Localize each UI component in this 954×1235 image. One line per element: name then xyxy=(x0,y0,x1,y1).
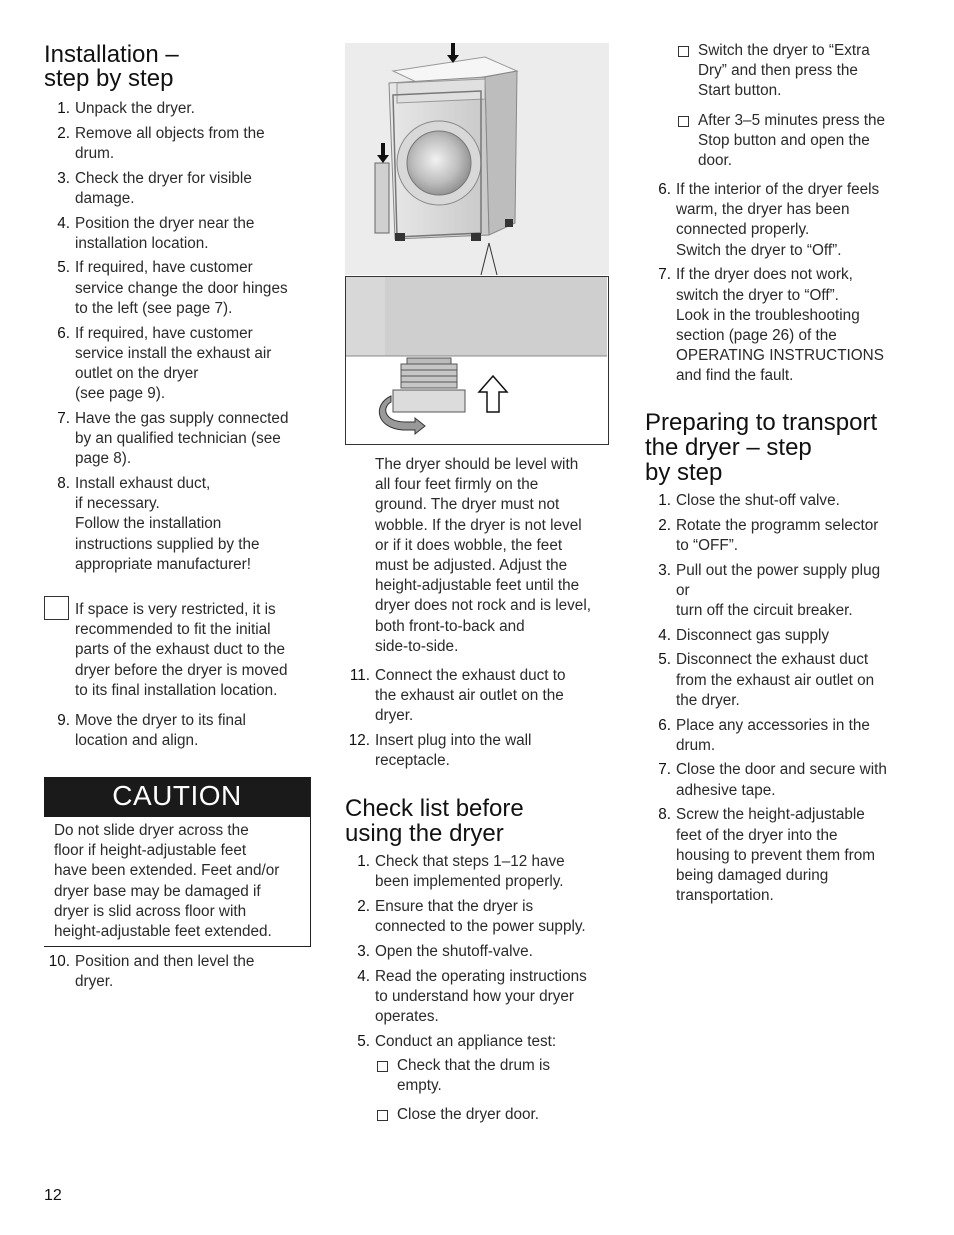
step-text: Disconnect the exhaust duct xyxy=(676,651,869,669)
note-text: dryer before the dryer is moved xyxy=(75,661,288,679)
title-line: Check list before xyxy=(345,795,524,822)
list-item xyxy=(44,474,314,575)
step-text: Close the door and secure with xyxy=(676,761,887,779)
step-text: Place any accessories in the xyxy=(676,716,870,734)
step-text: If required, have customer xyxy=(75,324,253,342)
step-number: 8. xyxy=(658,806,671,824)
step-text: been implemented properly. xyxy=(375,873,564,891)
step-number: 10. xyxy=(48,953,70,970)
title-line: using the dryer xyxy=(345,820,504,847)
item-text: Dry” and then press the xyxy=(698,62,858,80)
step-text: or xyxy=(676,581,690,599)
dryer-illustration xyxy=(345,43,609,275)
level-instructions xyxy=(375,455,615,657)
step-text: switch the dryer to “Off”. xyxy=(676,286,839,304)
list-item xyxy=(645,180,915,261)
checklist-item xyxy=(376,1105,616,1125)
list-item xyxy=(344,967,619,1028)
step-text: Screw the height-adjustable xyxy=(676,806,865,824)
step-text: adhesive tape. xyxy=(676,781,776,799)
paragraph-line: both front-to-back and xyxy=(375,617,525,635)
step-number: 1. xyxy=(357,853,370,870)
step-number: 11. xyxy=(349,667,370,684)
step-text: by an qualified technician (see xyxy=(75,430,281,448)
item-text: Start button. xyxy=(698,82,782,100)
caution-box xyxy=(44,777,311,947)
step-text: Position and then level the xyxy=(75,953,255,970)
list-item xyxy=(645,650,920,711)
list-item xyxy=(344,852,619,892)
step-number: 6. xyxy=(658,716,671,734)
step-text: installation location. xyxy=(75,234,209,252)
step-text: to “OFF”. xyxy=(676,536,739,554)
note-text: recommended to fit the initial xyxy=(75,621,271,639)
installation-step-10 xyxy=(44,952,314,997)
step-text: If the dryer does not work, xyxy=(676,266,853,284)
list-item xyxy=(44,409,314,470)
step-text: receptacle. xyxy=(375,752,450,770)
page-number: 12 xyxy=(44,1187,62,1204)
list-item xyxy=(645,491,920,511)
step-text: If the interior of the dryer feels xyxy=(676,181,880,198)
section-title-installation xyxy=(44,43,314,91)
step-number: 7. xyxy=(658,266,671,284)
step-text: drum. xyxy=(75,144,115,162)
step-number: 3. xyxy=(57,169,70,187)
checklist-item xyxy=(677,41,917,102)
checkbox-icon xyxy=(377,1110,388,1121)
installation-note xyxy=(75,600,315,701)
step-text: Unpack the dryer. xyxy=(75,100,195,117)
installation-steps-continued xyxy=(344,666,614,776)
title-line: Installation – xyxy=(44,41,179,68)
transport-steps xyxy=(645,491,920,911)
checkbox-icon xyxy=(678,46,689,57)
checklist-steps-continued xyxy=(645,180,915,391)
list-item xyxy=(44,124,314,164)
step-text: Install exhaust duct, xyxy=(75,474,211,492)
step-number: 1. xyxy=(658,492,671,509)
paragraph-line: The dryer should be level with xyxy=(375,456,579,473)
paragraph-line: or if it does wobble, the feet xyxy=(375,536,563,554)
step-text: transportation. xyxy=(676,887,774,905)
step-text: appropriate manufacturer! xyxy=(75,555,252,573)
step-text: drum. xyxy=(676,736,716,754)
appliance-test-items-continued xyxy=(677,41,917,171)
list-item xyxy=(44,258,314,319)
step-text: Follow the installation xyxy=(75,515,222,533)
step-number: 12. xyxy=(348,732,370,750)
installation-steps xyxy=(44,99,314,575)
step-text: connected properly. xyxy=(676,221,810,239)
item-text: Switch the dryer to “Extra xyxy=(698,42,870,59)
step-number: 1. xyxy=(57,100,70,117)
item-text: Stop button and open the xyxy=(698,131,870,149)
step-number: 3. xyxy=(658,561,671,579)
checklist-item xyxy=(677,111,917,172)
step-text: and find the fault. xyxy=(676,367,794,385)
checkbox-icon xyxy=(678,116,689,127)
step-number: 2. xyxy=(357,897,370,915)
caution-title: CAUTION xyxy=(112,780,242,811)
item-text: door. xyxy=(698,152,733,170)
step-number: 9. xyxy=(57,712,70,729)
step-text: Read the operating instructions xyxy=(375,967,587,985)
list-item xyxy=(645,626,920,646)
step-number: 7. xyxy=(57,409,70,427)
list-item xyxy=(344,1032,619,1052)
caution-line: dryer base may be damaged if xyxy=(54,882,261,900)
step-number: 4. xyxy=(57,214,70,232)
step-text: Close the shut-off valve. xyxy=(676,492,840,509)
list-item xyxy=(344,942,619,962)
checklist-item xyxy=(376,1056,616,1096)
paragraph-line: wobble. If the dryer is not level xyxy=(375,516,582,534)
list-item xyxy=(645,516,920,556)
list-item xyxy=(645,265,915,386)
step-text: Have the gas supply connected xyxy=(75,409,289,427)
step-text: if necessary. xyxy=(75,495,160,513)
appliance-test-items xyxy=(376,1056,616,1126)
paragraph-line: ground. The dryer must not xyxy=(375,496,560,514)
caution-line: have been extended. Feet and/or xyxy=(54,862,280,880)
step-number: 3. xyxy=(357,942,370,960)
step-number: 7. xyxy=(658,761,671,779)
step-text: the dryer. xyxy=(676,691,740,709)
note-text: If space is very restricted, it is xyxy=(75,601,276,618)
step-text: outlet on the dryer xyxy=(75,364,199,382)
title-line: the dryer – step xyxy=(645,434,812,461)
step-text: Open the shutoff-valve. xyxy=(375,942,533,960)
step-text: to the left (see page 7). xyxy=(75,299,233,317)
list-item xyxy=(645,561,920,622)
step-text: warm, the dryer has been xyxy=(676,201,850,219)
title-line: step by step xyxy=(44,65,174,92)
item-text: Check that the drum is xyxy=(397,1057,551,1074)
step-text: operates. xyxy=(375,1007,439,1025)
step-number: 2. xyxy=(658,516,671,534)
note-text: to its final installation location. xyxy=(75,681,278,699)
step-text: dryer. xyxy=(75,973,114,991)
step-number: 4. xyxy=(658,626,671,644)
step-text: being damaged during xyxy=(676,866,829,884)
step-text: Connect the exhaust duct to xyxy=(375,667,566,684)
list-item xyxy=(44,711,314,751)
step-text: (see page 9). xyxy=(75,385,166,403)
item-text: Close the dryer door. xyxy=(397,1106,539,1124)
paragraph-line: height-adjustable feet until the xyxy=(375,577,580,595)
step-text: instructions supplied by the xyxy=(75,535,260,553)
step-text: Switch the dryer to “Off”. xyxy=(676,241,842,259)
list-item xyxy=(344,666,614,727)
step-text: housing to prevent them from xyxy=(676,846,875,864)
step-text: Look in the troubleshooting xyxy=(676,306,860,324)
caution-text xyxy=(44,817,310,942)
paragraph-line: dryer does not rock and is level, xyxy=(375,597,591,615)
foot-adjustment-illustration xyxy=(345,276,609,445)
step-number: 6. xyxy=(658,181,671,198)
list-item xyxy=(344,731,614,771)
item-text: empty. xyxy=(397,1077,442,1095)
step-text: feet of the dryer into the xyxy=(676,826,838,844)
step-number: 5. xyxy=(658,651,671,669)
caution-line: Do not slide dryer across the xyxy=(54,822,249,839)
step-text: connected to the power supply. xyxy=(375,918,586,936)
step-text: page 8). xyxy=(75,450,132,468)
step-number: 5. xyxy=(357,1032,370,1050)
list-item xyxy=(645,760,920,800)
list-item xyxy=(344,897,619,937)
step-text: the exhaust air outlet on the xyxy=(375,687,564,705)
list-item xyxy=(645,716,920,756)
item-text: After 3–5 minutes press the xyxy=(698,111,886,129)
note-text: parts of the exhaust duct to the xyxy=(75,641,286,659)
step-text: OPERATING INSTRUCTIONS xyxy=(676,347,884,365)
caution-line: floor if height-adjustable feet xyxy=(54,842,247,860)
step-text: Move the dryer to its final xyxy=(75,712,246,729)
step-text: dryer. xyxy=(375,707,414,725)
step-text: Insert plug into the wall xyxy=(375,732,532,750)
step-text: Check the dryer for visible xyxy=(75,169,252,187)
step-text: Conduct an appliance test: xyxy=(375,1032,557,1050)
step-text: to understand how your dryer xyxy=(375,987,574,1005)
step-number: 2. xyxy=(57,124,70,142)
step-text: turn off the circuit breaker. xyxy=(676,602,853,620)
list-item xyxy=(645,805,920,906)
list-item xyxy=(44,952,314,992)
step-text: section (page 26) of the xyxy=(676,326,837,344)
step-text: from the exhaust air outlet on xyxy=(676,671,875,689)
caution-line: dryer is slid across floor with xyxy=(54,902,247,920)
column-left xyxy=(44,43,314,579)
step-number: 8. xyxy=(57,474,70,492)
step-number: 6. xyxy=(57,324,70,342)
list-item xyxy=(44,169,314,209)
caution-line: height-adjustable feet extended. xyxy=(54,923,272,941)
step-text: Rotate the programm selector xyxy=(676,516,879,534)
title-line: Preparing to transport xyxy=(645,409,878,436)
step-text: location and align. xyxy=(75,732,199,750)
list-item xyxy=(44,324,314,405)
step-text: Ensure that the dryer is xyxy=(375,897,534,915)
title-line: by step xyxy=(645,459,723,486)
installation-step-9 xyxy=(44,711,314,756)
note-box-icon xyxy=(44,596,69,620)
step-text: Remove all objects from the xyxy=(75,124,265,142)
step-text: Pull out the power supply plug xyxy=(676,561,881,579)
caution-header xyxy=(44,777,310,817)
section-title-checklist xyxy=(345,796,615,846)
step-text: Position the dryer near the xyxy=(75,214,255,232)
step-text: Disconnect gas supply xyxy=(676,626,830,644)
step-number: 5. xyxy=(57,259,70,277)
list-item xyxy=(44,99,314,119)
list-item xyxy=(44,214,314,254)
step-text: service change the door hinges xyxy=(75,279,288,297)
step-text: Check that steps 1–12 have xyxy=(375,853,565,870)
step-text: damage. xyxy=(75,189,135,207)
paragraph-line: all four feet firmly on the xyxy=(375,476,539,494)
checkbox-icon xyxy=(377,1061,388,1072)
step-text: service install the exhaust air xyxy=(75,344,272,362)
step-text: If required, have customer xyxy=(75,259,253,277)
step-number: 4. xyxy=(357,967,370,985)
section-title-transport xyxy=(645,410,935,485)
checklist-steps xyxy=(344,852,619,1056)
paragraph-line: side-to-side. xyxy=(375,637,459,655)
paragraph-line: must be adjusted. Adjust the xyxy=(375,557,568,575)
